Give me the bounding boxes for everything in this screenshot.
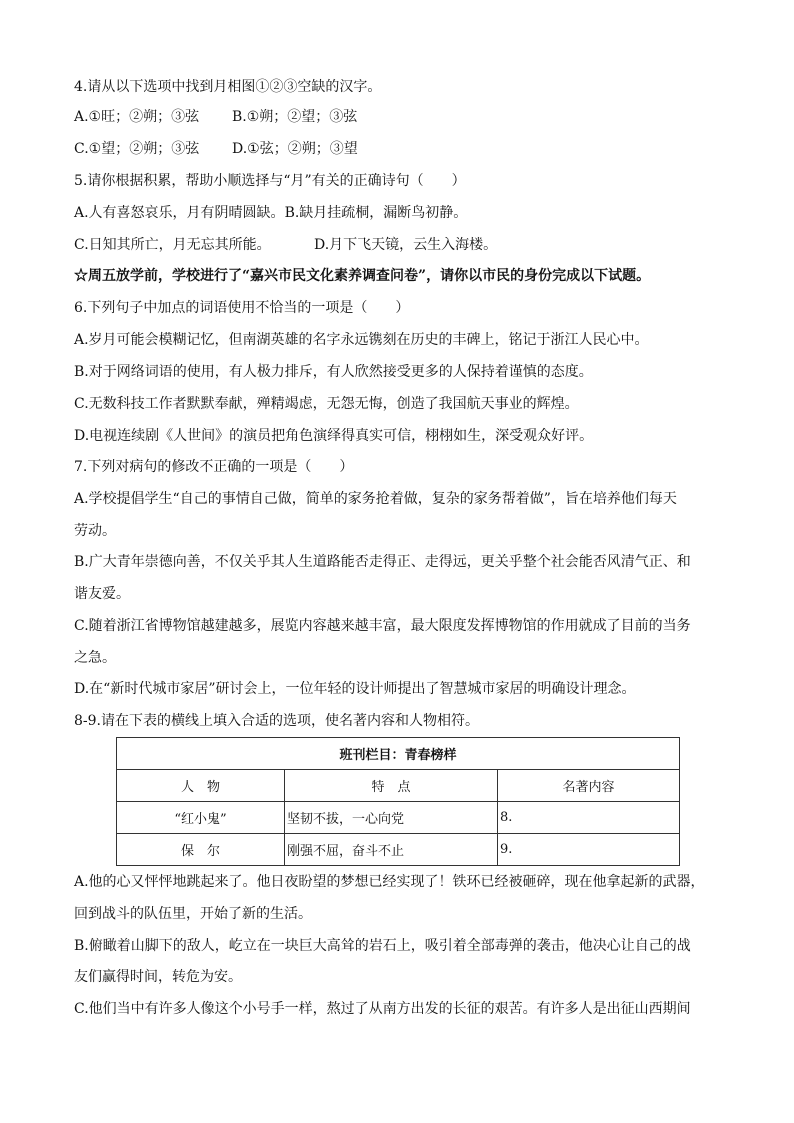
q5-option-a: A.人有喜怒哀乐，月有阴晴圆缺。 (74, 205, 285, 221)
q4-option-a: A.①旺；②朔；③弦 (74, 109, 200, 125)
table-header-row (117, 770, 680, 802)
q89-option-a-line-1: A.他的心又怦怦地跳起来了。他日夜盼望的梦想已经实现了！铁环已经被砸碎，现在他拿起新的武器， (74, 874, 705, 890)
q7-option-b-line-1: B.广大青年崇德向善，不仅关乎其人生道路能否走得正、走得远，更关乎整个社会能否风清气正、和 (74, 554, 691, 570)
q5-options-row-1 (74, 204, 734, 222)
table-row (117, 802, 680, 834)
q6-option-a: A.岁月可能会模糊记忆，但南湖英雄的名字永远镌刻在历史的丰碑上，铭记于浙江人民心中。 (74, 332, 649, 348)
q6-option-b: B.对于网络词语的使用，有人极力排斥，有人欣然接受更多的人保持着谨慎的态度。 (74, 364, 593, 380)
table-cell-character: “红小鬼” (117, 802, 285, 834)
q5-option-b: B.缺月挂疏桐，漏断鸟初静。 (284, 205, 468, 221)
q89-option-a-line-2: 回到战斗的队伍里，开始了新的生活。 (74, 906, 312, 922)
q4-option-c: C.①望；②朔；③弦 (74, 141, 200, 157)
q6-option-c: C.无数科技工作者默默奉献，殚精竭虑，无怨无悔，创造了我国航天事业的辉煌。 (74, 396, 579, 412)
q4-option-b: B.①朔；②望；③弦 (232, 109, 358, 125)
q7-option-d: D.在“新时代城市家居”研讨会上，一位年轻的设计师提出了智慧城市家居的明确设计理念。 (74, 681, 636, 697)
table-cell-answer-8: 8. (498, 802, 680, 834)
q4-option-d: D.①弦；②朔；③望 (232, 141, 358, 157)
q4-options-row-2 (74, 140, 734, 158)
q5-options-row-2 (74, 236, 734, 254)
survey-notice: ☆周五放学前，学校进行了“嘉兴市民文化素养调查问卷”，请你以市民的身份完成以下试题。 (74, 268, 651, 284)
q5-option-d: D.月下飞天镜，云生入海楼。 (314, 237, 498, 253)
q7-option-c-line-2: 之急。 (74, 650, 116, 666)
table-header-content: 名著内容 (498, 770, 680, 802)
table-title-row (117, 738, 680, 770)
q89-stem: 8-9.请在下表的横线上填入合适的选项，使名著内容和人物相符。 (74, 713, 479, 729)
q4-stem: 4.请从以下选项中找到月相图①②③空缺的汉字。 (74, 79, 382, 95)
q7-stem: 7.下列对病句的修改不正确的一项是（ ） (74, 459, 354, 475)
character-table (116, 737, 680, 866)
q89-option-b-line-2: 友们赢得时间，转危为安。 (74, 969, 242, 985)
q6-option-d: D.电视连续剧《人世间》的演员把角色演绎得真实可信，栩栩如生，深受观众好评。 (74, 428, 594, 444)
q7-option-a-line-1: A.学校提倡学生“自己的事情自己做，简单的家务抢着做，复杂的家务帮着做”，旨在培养他们每天 (74, 491, 677, 507)
q7-option-b-line-2: 谐友爱。 (74, 586, 130, 602)
table-title: 班刊栏目：青春榜样 (117, 738, 680, 770)
table-cell-trait: 坚韧不拔，一心向党 (285, 802, 498, 834)
q89-option-b-line-1: B.俯瞰着山脚下的敌人，屹立在一块巨大高耸的岩石上，吸引着全部毒弹的袭击，他决心让自己的战 (74, 938, 691, 954)
q5-option-c: C.日知其所亡，月无忘其所能。 (74, 237, 271, 253)
table-header-character: 人 物 (117, 770, 285, 802)
q5-stem: 5.请你根据积累，帮助小顺选择与“月”有关的正确诗句（ ） (74, 173, 466, 189)
q7-option-a-line-2: 劳动。 (74, 523, 116, 539)
q4-options-row-1 (74, 108, 734, 126)
table-header-trait: 特 点 (285, 770, 498, 802)
q89-option-c-line-1: C.他们当中有许多人像这个小号手一样，熬过了从南方出发的长征的艰苦。有许多人是出征山西期间 (74, 1001, 691, 1017)
table-row (117, 834, 680, 866)
q6-stem: 6.下列句子中加点的词语使用不恰当的一项是（ ） (74, 300, 410, 316)
table-cell-answer-9: 9. (498, 834, 680, 866)
q7-option-c-line-1: C.随着浙江省博物馆越建越多，展览内容越来越丰富，最大限度发挥博物馆的作用就成了目前的当务 (74, 618, 691, 634)
table-cell-trait: 刚强不屈，奋斗不止 (285, 834, 498, 866)
table-cell-character: 保 尔 (117, 834, 285, 866)
